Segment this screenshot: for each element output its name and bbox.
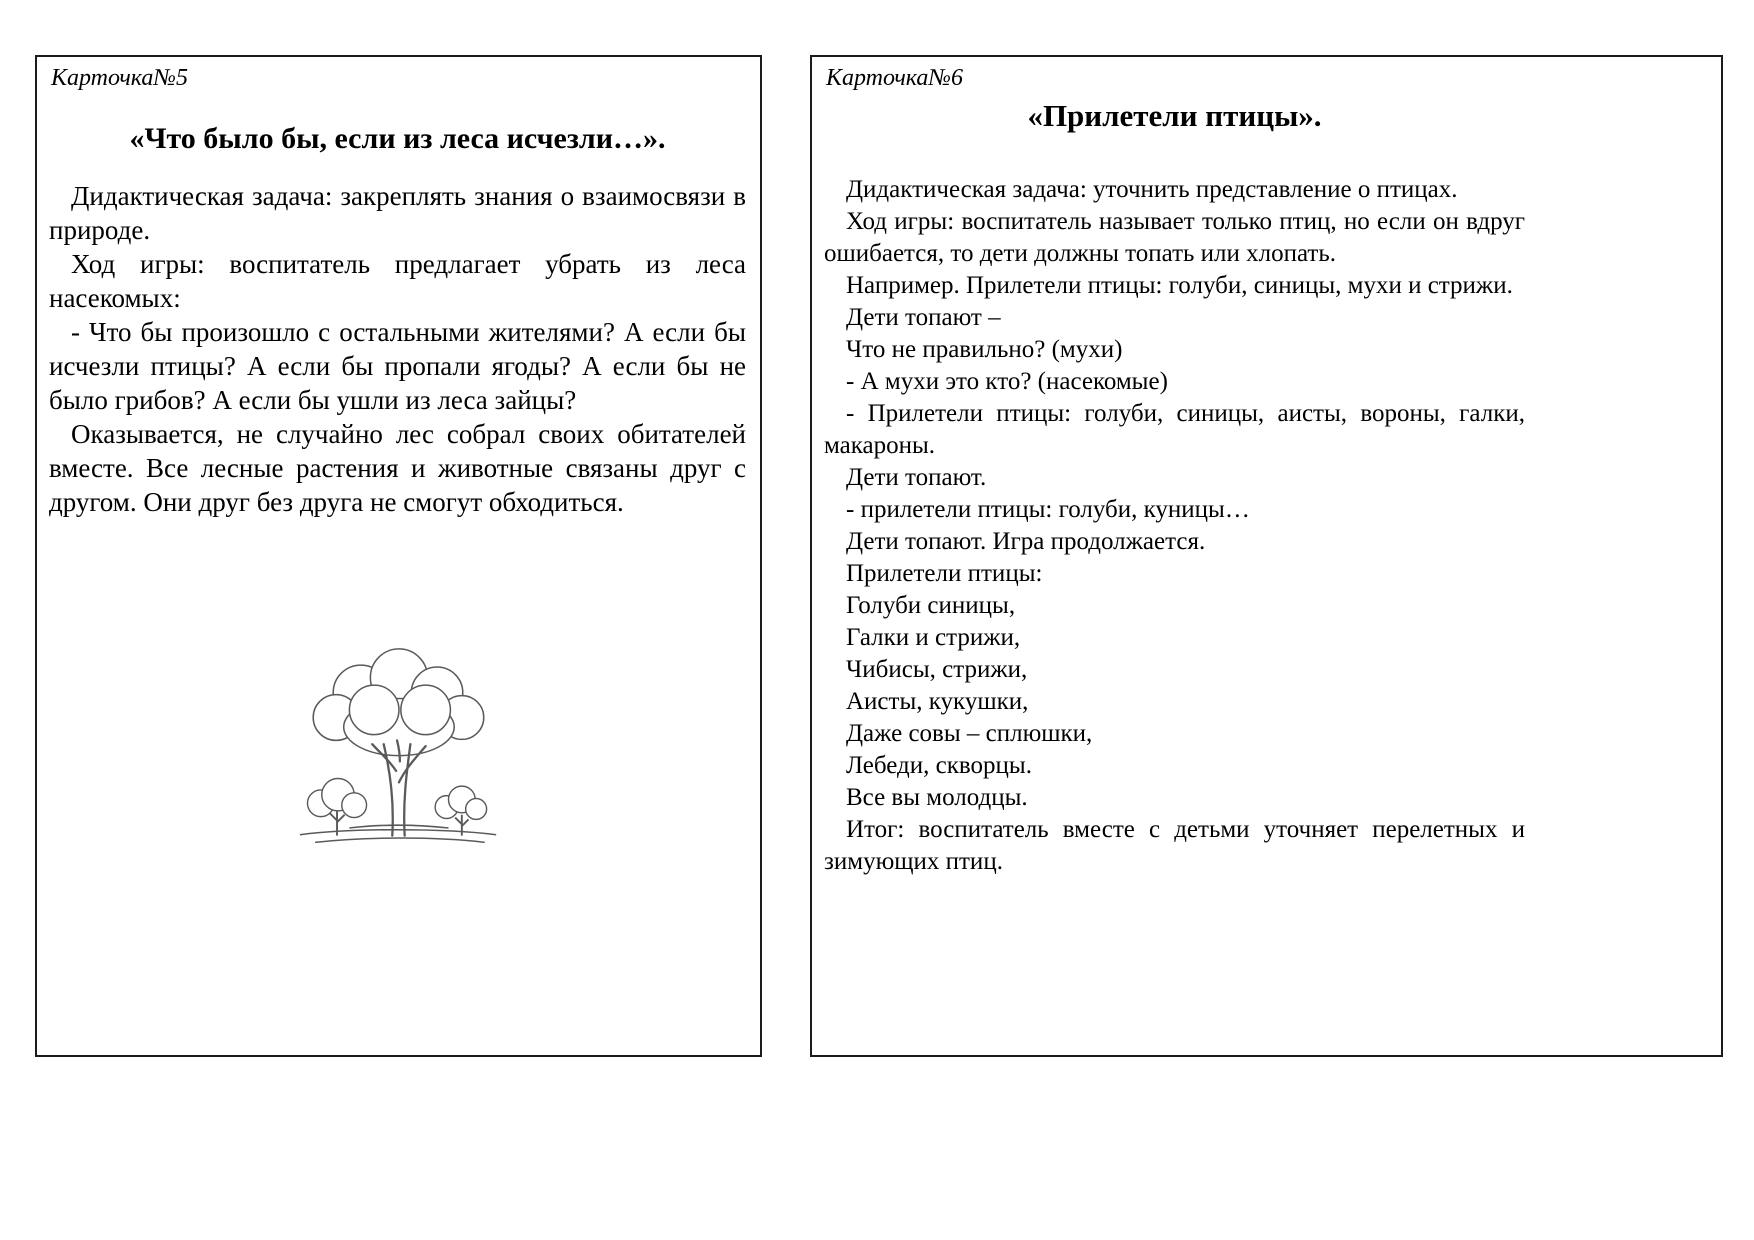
card-5-title: «Что было бы, если из леса исчезли…». xyxy=(129,122,666,155)
paragraph: Ход игры: воспитатель называет только птиц, но если он вдруг ошибается, то дети должны топать или хлопать. xyxy=(824,208,1525,267)
paragraph: Галки и стрижи, xyxy=(846,624,1021,651)
paragraph: Дидактическая задача: уточнить представление о птицах. xyxy=(846,176,1458,203)
paragraph: Аисты, кукушки, xyxy=(846,688,1029,715)
paragraph: Итог: воспитатель вместе с детьми уточняет перелетных и зимующих птиц. xyxy=(824,816,1525,875)
paragraph: Дети топают. Игра продолжается. xyxy=(846,528,1206,555)
paragraph: - прилетели птицы: голуби, куницы… xyxy=(846,496,1250,523)
paragraph: Дидактическая задача: закреплять знания о взаимосвязи в природе. xyxy=(49,181,746,245)
paragraph: Дети топают – xyxy=(846,304,1001,331)
cards-table xyxy=(35,55,1723,1057)
paragraph: Чибисы, стрижи, xyxy=(846,656,1028,683)
paragraph: - Что бы произошло с остальными жителями? А если бы исчезли птицы? А если бы пропали ягоды? А если бы не было грибов? А если бы ушли из леса зайцы? xyxy=(49,317,746,415)
paragraph: Лебеди, скворцы. xyxy=(846,752,1032,779)
paragraph: Ход игры: воспитатель предлагает убрать из леса насекомых: xyxy=(49,249,746,313)
card-6-header: Карточка№6 xyxy=(826,65,964,91)
tree-sketch-image xyxy=(49,647,746,854)
paragraph: - А мухи это кто? (насекомые) xyxy=(846,368,1168,395)
paragraph: Голуби синицы, xyxy=(846,592,1016,619)
paragraph: Например. Прилетели птицы: голуби, синицы, мухи и стрижи. xyxy=(846,272,1513,299)
tree-sketch-drawing xyxy=(292,647,504,849)
paragraph: Даже совы – сплюшки, xyxy=(846,720,1093,747)
paragraph: Оказывается, не случайно лес собрал своих обитателей вместе. Все лесные растения и животные связаны друг с другом. Они друг без друга не смогут обходиться. xyxy=(49,419,746,517)
paragraph: - Прилетели птицы: голуби, синицы, аисты, вороны, галки, макароны. xyxy=(824,400,1525,459)
card-6-title: «Прилетели птицы». xyxy=(1027,98,1322,133)
paragraph: Что не правильно? (мухи) xyxy=(846,336,1123,363)
card-5 xyxy=(35,55,762,1057)
paragraph: Все вы молодцы. xyxy=(846,784,1028,811)
card-6 xyxy=(810,55,1723,1057)
paragraph: Прилетели птицы: xyxy=(846,560,1043,587)
paragraph: Дети топают. xyxy=(846,464,987,491)
card-5-header: Карточка№5 xyxy=(51,65,189,91)
